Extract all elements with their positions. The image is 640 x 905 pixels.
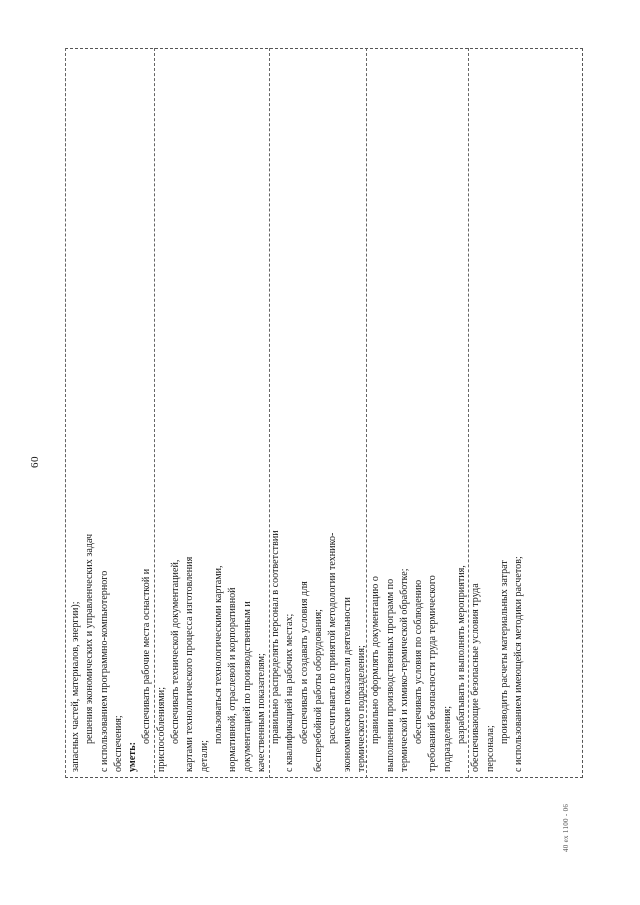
text-line: персонала; — [484, 725, 496, 772]
text-line: запасных частей, материалов, энергии); — [70, 601, 81, 772]
text-line: нормативной, отраслевой и корпоративной — [227, 587, 239, 772]
text-line: пользоваться технологическими картами, — [212, 565, 224, 744]
text-line: термического подразделения; — [355, 645, 367, 772]
text-line: рассчитывать по принятой методологии технико- — [327, 532, 339, 744]
text-line: экономические показатели деятельности — [341, 597, 353, 772]
text-line: документацией по производственным и — [241, 601, 253, 772]
text-lines — [69, 475, 527, 772]
text-line: правильно оформлять документацию о — [370, 576, 382, 744]
text-line: детали; — [198, 740, 210, 772]
text-line: обеспечивающие безопасные условия труда — [470, 583, 482, 772]
text-line: с использованием имеющейся методики расчетов; — [513, 556, 525, 772]
footer-code: 40 ex 1100 - 06 — [562, 803, 570, 852]
text-line: качественным показателям; — [255, 653, 267, 772]
text-line: обеспечивать технической документацией, — [170, 559, 182, 744]
text-line: обеспечивать условия по соблюдению — [413, 579, 425, 744]
text-line: бесперебойной работы оборудования; — [313, 609, 325, 772]
text-line: производить расчеты материальных затрат — [498, 560, 510, 744]
text-line: правильно распределять персонал в соответствии — [270, 530, 282, 744]
text-line: требований безопасности труда термического — [427, 575, 439, 772]
text-line: приспособлениями; — [155, 687, 167, 772]
page-number: 60 — [29, 456, 41, 468]
table-text-cell — [65, 469, 525, 778]
text-line: выполнении производственных программ по — [384, 578, 396, 772]
text-line: термической и химико-термической обработке; — [398, 568, 410, 772]
text-line: обеспечения; — [112, 715, 124, 772]
text-line: картами технологического процесса изготовления — [184, 556, 196, 772]
text-line: с использованием программно-компьютерного — [98, 570, 110, 772]
text-line: решения экономических и управленческих задач — [84, 533, 96, 744]
text-line: с квалификацией на рабочих местах; — [284, 613, 296, 772]
text-line: обеспечивать и создавать условия для — [298, 581, 310, 744]
text-line: уметь: — [127, 742, 139, 772]
text-line: обеспечивать рабочие места оснасткой и — [141, 568, 153, 744]
text-line: разрабатывать и выполнять мероприятия, — [456, 565, 468, 744]
text-line: подразделения; — [441, 705, 453, 772]
